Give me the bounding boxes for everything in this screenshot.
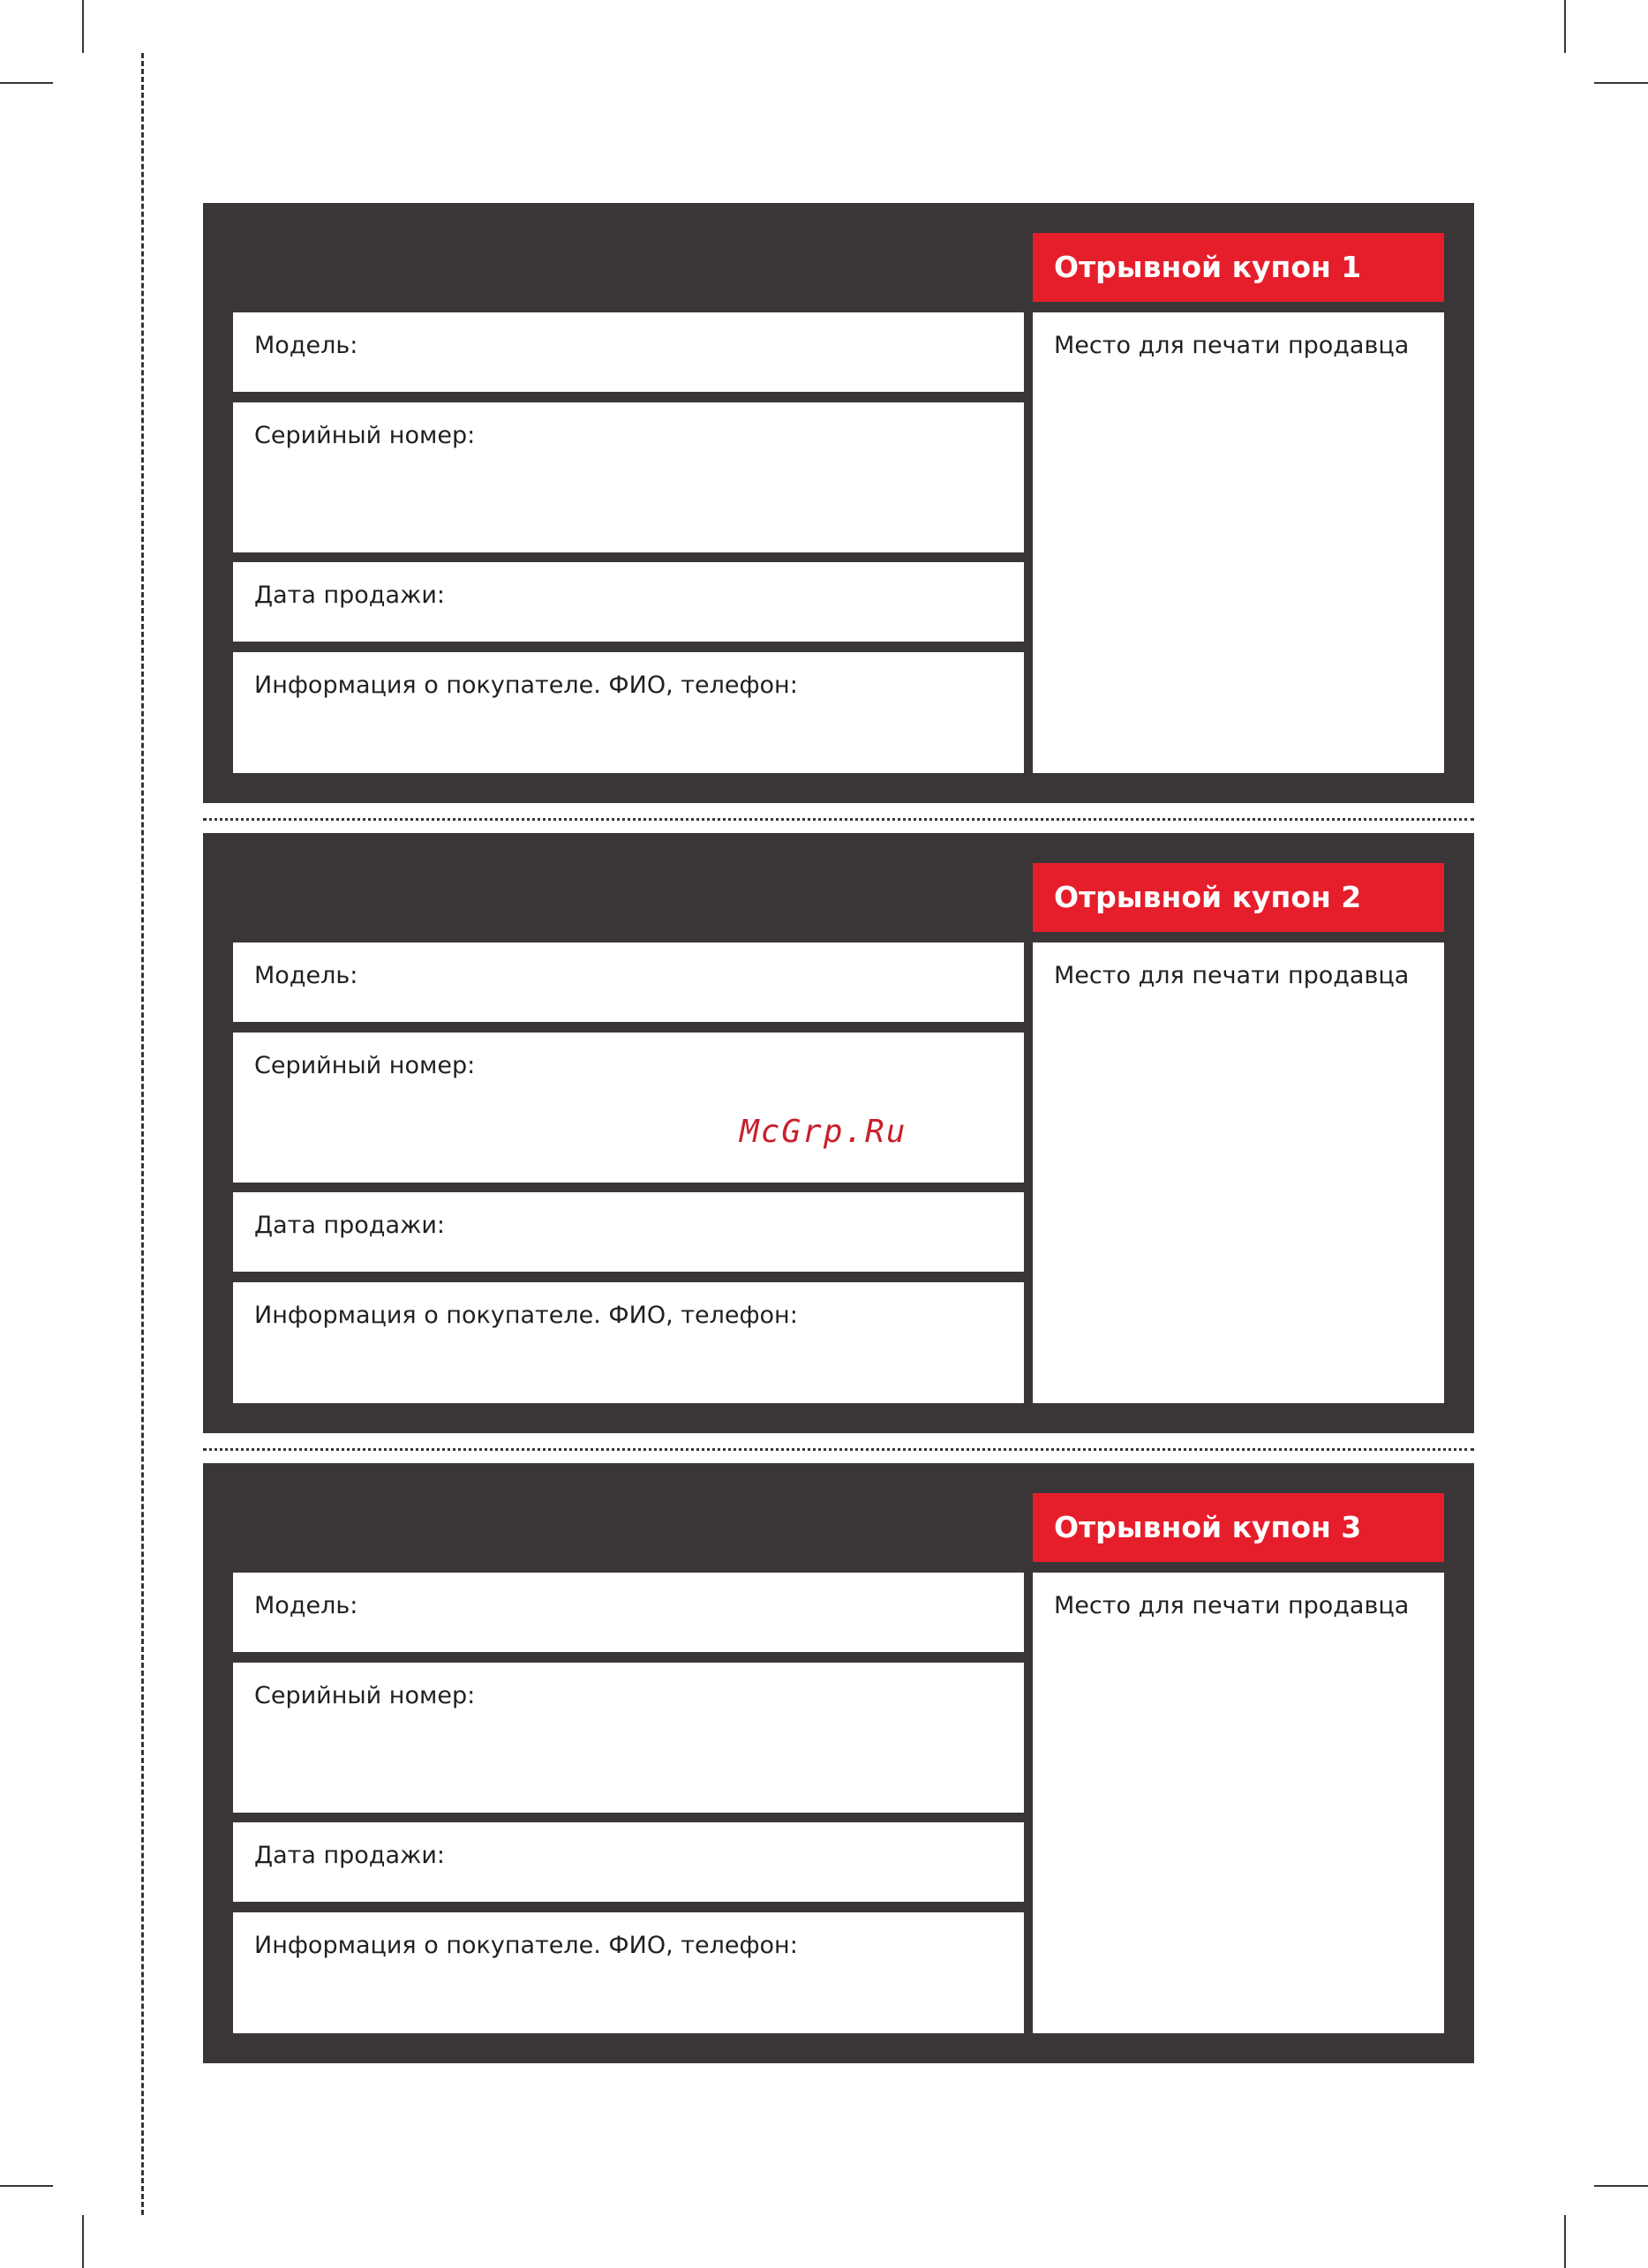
coupon-title: Отрывной купон 3 bbox=[1033, 1493, 1444, 1562]
crop-mark bbox=[82, 0, 84, 53]
crop-mark bbox=[1564, 0, 1566, 53]
tear-line bbox=[203, 818, 1474, 821]
vertical-cut-line bbox=[141, 53, 144, 2215]
coupon-title: Отрывной купон 2 bbox=[1033, 863, 1444, 932]
serial-number-field[interactable] bbox=[233, 1033, 1024, 1183]
seller-stamp-label: Место для печати продавца bbox=[1054, 962, 1410, 989]
buyer-info-field[interactable] bbox=[233, 652, 1024, 773]
seller-stamp-area[interactable] bbox=[1033, 942, 1444, 1403]
crop-mark bbox=[82, 2215, 84, 2268]
serial-number-label: Серийный номер: bbox=[254, 422, 476, 449]
tear-line bbox=[203, 1448, 1474, 1451]
serial-number-field[interactable] bbox=[233, 402, 1024, 552]
model-field[interactable] bbox=[233, 942, 1024, 1022]
buyer-info-label: Информация о покупателе. ФИО, телефон: bbox=[254, 1932, 798, 1959]
serial-number-label: Серийный номер: bbox=[254, 1682, 476, 1709]
crop-mark bbox=[0, 2185, 53, 2187]
coupon-3 bbox=[203, 1463, 1474, 2063]
sale-date-label: Дата продажи: bbox=[254, 1842, 445, 1869]
seller-stamp-label: Место для печати продавца bbox=[1054, 332, 1410, 359]
seller-stamp-area[interactable] bbox=[1033, 312, 1444, 773]
buyer-info-field[interactable] bbox=[233, 1282, 1024, 1403]
crop-mark bbox=[1594, 2185, 1648, 2187]
sale-date-field[interactable] bbox=[233, 1192, 1024, 1272]
model-field[interactable] bbox=[233, 1573, 1024, 1652]
seller-stamp-label: Место для печати продавца bbox=[1054, 1592, 1410, 1619]
sale-date-field[interactable] bbox=[233, 562, 1024, 642]
seller-stamp-area[interactable] bbox=[1033, 1573, 1444, 2033]
buyer-info-label: Информация о покупателе. ФИО, телефон: bbox=[254, 672, 798, 699]
sale-date-label: Дата продажи: bbox=[254, 582, 445, 609]
model-field[interactable] bbox=[233, 312, 1024, 392]
crop-mark bbox=[0, 82, 53, 84]
model-label: Модель: bbox=[254, 1592, 358, 1619]
crop-mark bbox=[1594, 82, 1648, 84]
crop-mark bbox=[1564, 2215, 1566, 2268]
serial-number-label: Серийный номер: bbox=[254, 1052, 476, 1079]
coupon-1 bbox=[203, 203, 1474, 803]
buyer-info-label: Информация о покупателе. ФИО, телефон: bbox=[254, 1302, 798, 1329]
sale-date-label: Дата продажи: bbox=[254, 1212, 445, 1239]
model-label: Модель: bbox=[254, 332, 358, 359]
coupon-title: Отрывной купон 1 bbox=[1033, 233, 1444, 302]
watermark: McGrp.Ru bbox=[740, 1114, 907, 1150]
buyer-info-field[interactable] bbox=[233, 1912, 1024, 2033]
sale-date-field[interactable] bbox=[233, 1822, 1024, 1902]
serial-number-field[interactable] bbox=[233, 1663, 1024, 1813]
model-label: Модель: bbox=[254, 962, 358, 989]
